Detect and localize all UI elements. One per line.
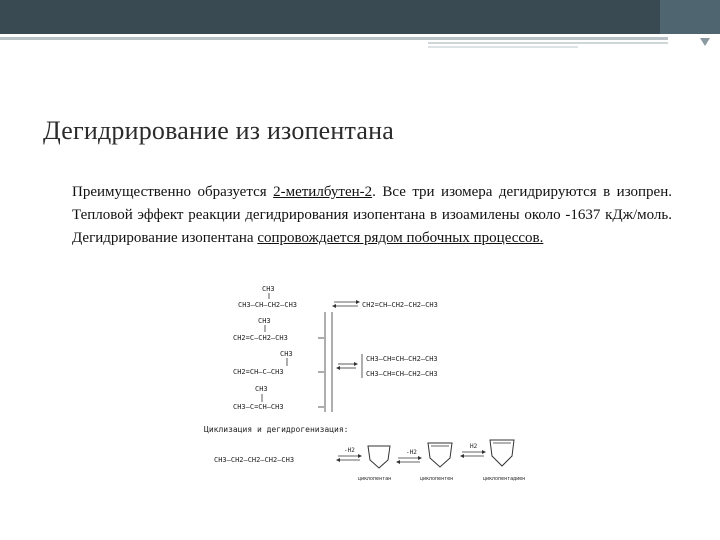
slide-title: Дегидрирование из изопентана — [43, 116, 395, 145]
equilibrium-arrow-icon — [332, 300, 360, 308]
isopentane-formula: CH3—CH—CH2—CH3 — [238, 301, 298, 309]
row1-substituent: CH3 — [262, 285, 275, 293]
header-rule-tertiary — [428, 46, 578, 48]
isomer3-substituent: CH3 — [255, 385, 268, 393]
ring-label-1: циклопентан — [358, 476, 392, 482]
isomer2-substituent: CH3 — [280, 350, 293, 358]
ring-label-3: циклопентадиен — [483, 476, 526, 482]
equilibrium-arrow-icon — [336, 454, 362, 462]
h2-label-1: -H2 — [344, 447, 355, 454]
link-side-processes[interactable]: сопровождается рядом побочных процессов. — [257, 230, 544, 246]
paragraph-text-1: Преимущественно образуется — [72, 184, 274, 200]
pentene-formula-1: CH3—CH=CH—CH2—CH3 — [366, 355, 438, 363]
h2-label-3: H2 — [470, 443, 478, 450]
ring-label-2: циклопентен — [420, 476, 454, 482]
header-rule — [0, 37, 668, 40]
reaction-scheme — [200, 280, 540, 490]
n-pentane-formula: CH2=CH—CH2—CH2—CH3 — [362, 301, 438, 309]
cyclopentadiene-ring-icon — [490, 440, 514, 466]
cyclopentane-ring-icon — [368, 446, 390, 468]
isomer3-formula: CH3—C=CH—CH3 — [233, 403, 284, 411]
top-decorative-bar — [0, 0, 720, 34]
equilibrium-arrow-icon — [460, 450, 486, 458]
isomer1-formula: CH2=C—CH2—CH3 — [233, 334, 288, 342]
pentene-formula-2: CH3—CH=CH—CH2—CH3 — [366, 370, 438, 378]
header-rule-secondary — [428, 42, 668, 44]
isomer2-formula: CH2=CH—C—CH3 — [233, 368, 284, 376]
corner-marker-icon — [698, 36, 712, 48]
cyclopentene-ring-icon — [428, 443, 452, 467]
slide-paragraph — [72, 181, 672, 250]
top-bar-accent — [660, 0, 720, 34]
cyclization-chain-formula: CH3—CH2—CH2—CH2—CH3 — [214, 456, 295, 464]
equilibrium-arrow-icon — [336, 362, 358, 370]
equilibrium-arrow-icon — [396, 456, 422, 464]
cyclization-label: Циклизация и дегидрогенизация: — [204, 425, 349, 434]
h2-label-2: -H2 — [406, 449, 417, 456]
isomer1-substituent: CH3 — [258, 317, 271, 325]
paragraph-text-2: . Все три изомера дегидрируются в изопрен. Тепловой эффект реакции дегидрирования изопентана в изоамилены около -1637 кДж/моль. Дегидрирование изопентана — [72, 184, 672, 246]
link-2-methylbutene-2[interactable]: 2-метилбутен-2 — [273, 184, 373, 200]
